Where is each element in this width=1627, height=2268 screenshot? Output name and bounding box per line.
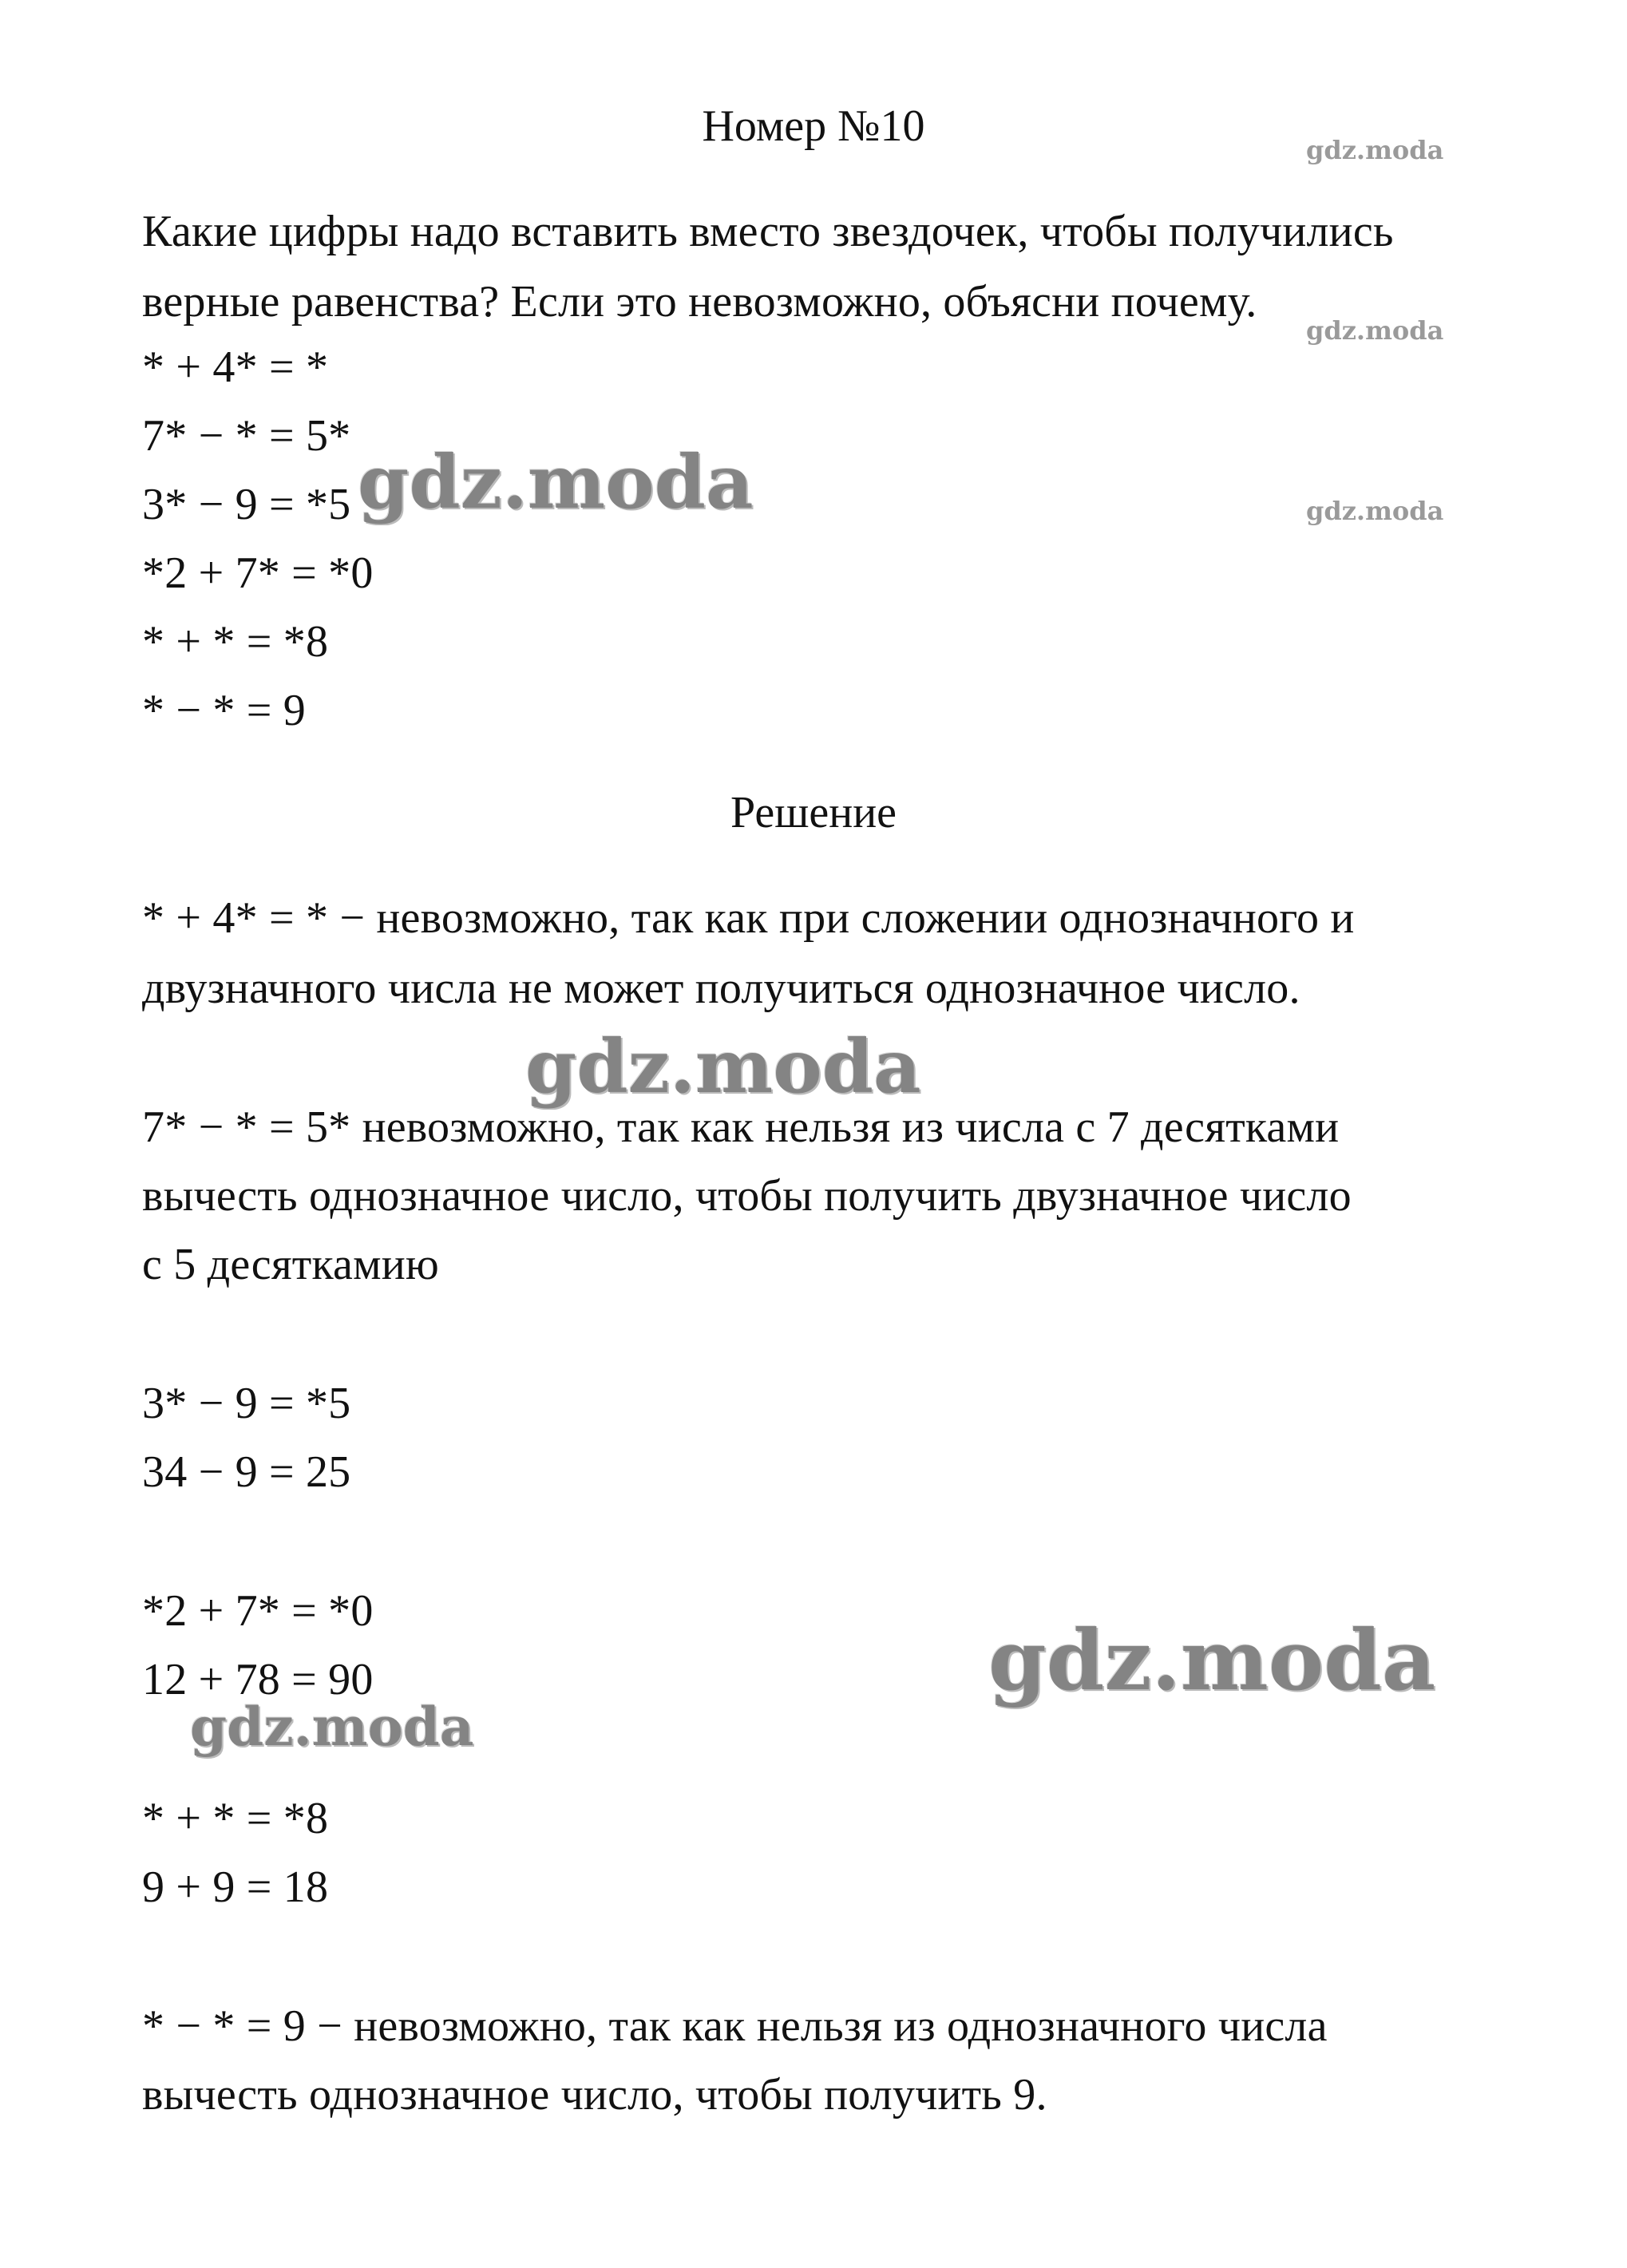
solution-heading: Решение [730, 788, 897, 837]
watermark-small-1: gdz.moda [1306, 135, 1444, 165]
task-equation-6: * − * = 9 [142, 686, 306, 735]
watermark-small-2: gdz.moda [1306, 315, 1444, 346]
solution-2-line-2: вычесть однозначное число, чтобы получить двузначное число [142, 1171, 1352, 1221]
solution-6-line-2: вычесть однозначное число, чтобы получить 9. [142, 2070, 1047, 2120]
task-equation-1: * + 4* = * [142, 342, 329, 392]
task-text-line-1: Какие цифры надо вставить вместо звездочек, чтобы получились [142, 207, 1394, 256]
task-equation-2: 7* − * = 5* [142, 411, 351, 461]
solution-1-line-2: двузначного числа не может получиться однозначное число. [142, 964, 1300, 1013]
solution-4-line-1: *2 + 7* = *0 [142, 1586, 374, 1636]
task-equation-4: *2 + 7* = *0 [142, 548, 374, 598]
solution-1-line-1: * + 4* = * − невозможно, так как при сложении однозначного и [142, 893, 1355, 943]
watermark-small-3: gdz.moda [1306, 496, 1444, 526]
solution-6-line-1: * − * = 9 − невозможно, так как нельзя из однозначного числа [142, 2001, 1328, 2051]
watermark-large-3: gdz.moda [988, 1611, 1436, 1709]
page-title: Номер №10 [702, 101, 925, 151]
solution-4-line-2: 12 + 78 = 90 [142, 1655, 374, 1704]
watermark-large-1: gdz.moda [358, 439, 754, 525]
solution-5-line-1: * + * = *8 [142, 1794, 329, 1843]
solution-3-line-2: 34 − 9 = 25 [142, 1447, 351, 1497]
solution-5-line-2: 9 + 9 = 18 [142, 1862, 329, 1912]
solution-3-line-1: 3* − 9 = *5 [142, 1379, 351, 1428]
task-equation-5: * + * = *8 [142, 617, 329, 667]
task-equation-3: 3* − 9 = *5 [142, 480, 351, 529]
solution-2-line-1: 7* − * = 5* невозможно, так как нельзя из числа с 7 десятками [142, 1102, 1340, 1152]
watermark-large-2: gdz.moda [525, 1023, 921, 1110]
task-text-line-2: верные равенства? Если это невозможно, объясни почему. [142, 277, 1257, 327]
solution-2-line-3: с 5 десяткамию [142, 1240, 439, 1289]
watermark-medium-1: gdz.moda [190, 1696, 474, 1758]
